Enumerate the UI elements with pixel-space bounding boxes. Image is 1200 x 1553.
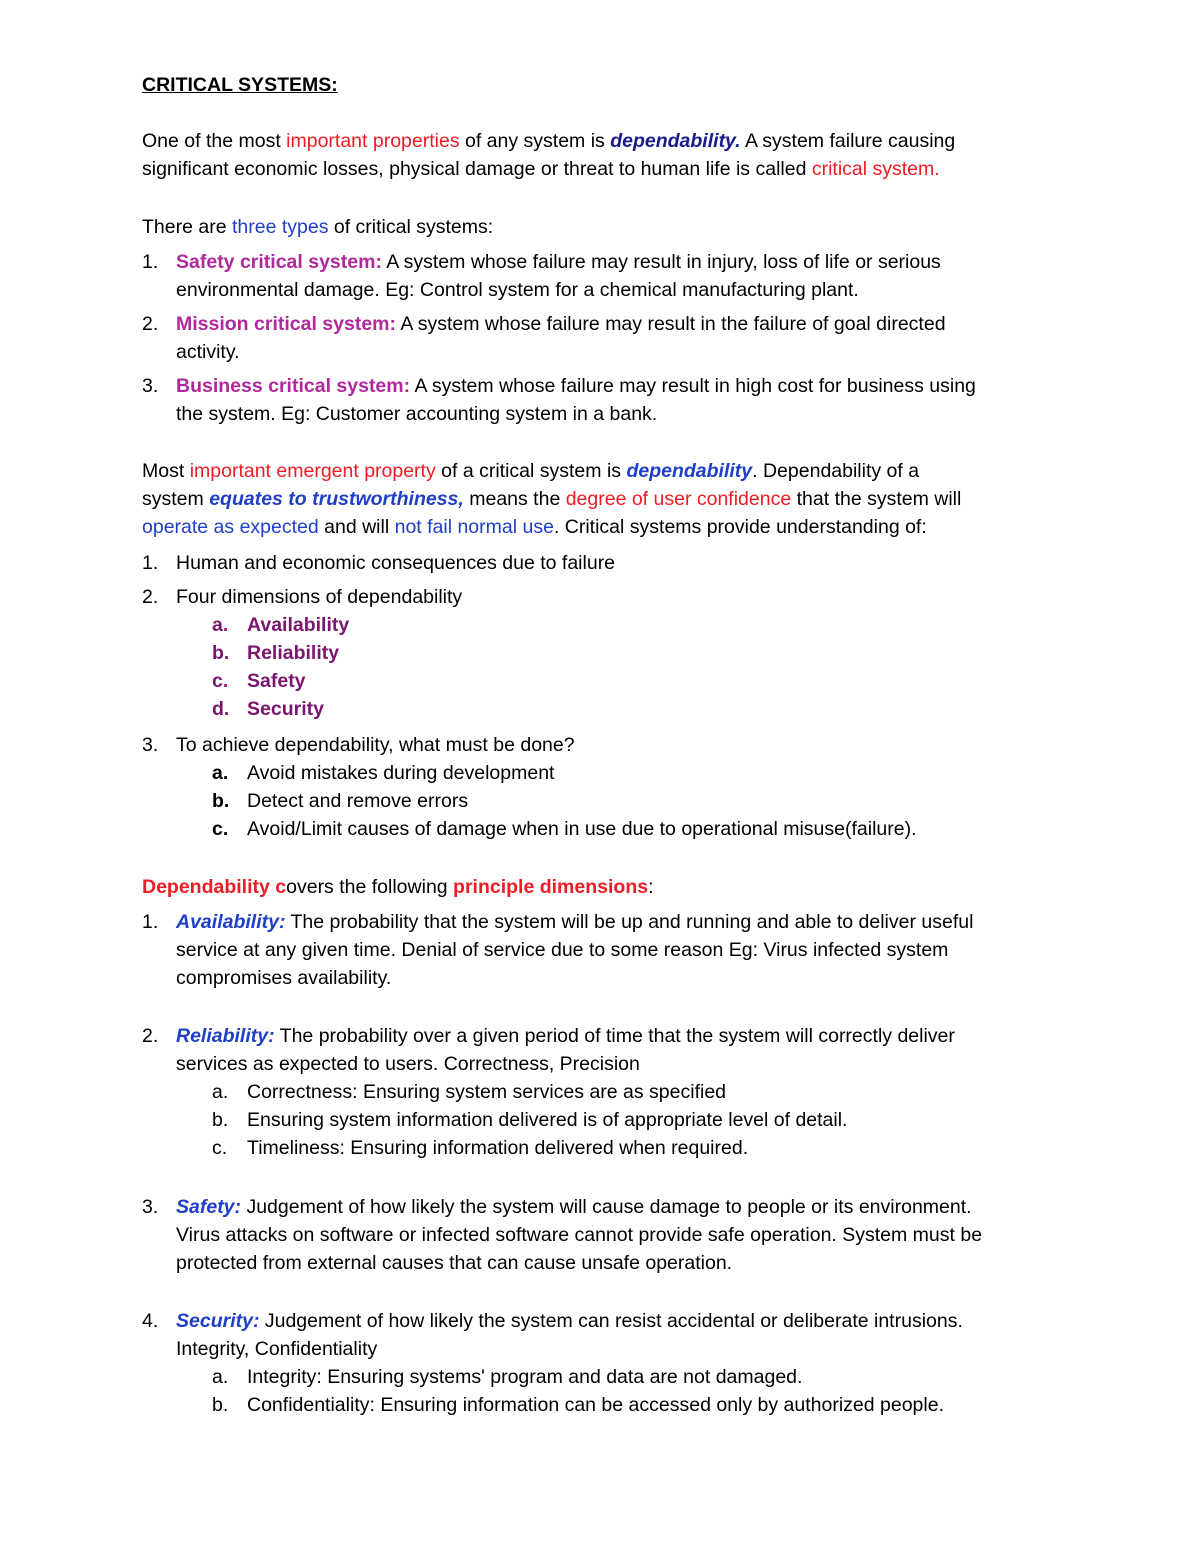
property-highlight: degree of user confidence — [565, 488, 792, 510]
list-number: 4. — [142, 1310, 159, 1332]
list-letter: d. — [212, 698, 230, 720]
type-name: Safety critical system: — [176, 251, 382, 273]
intro-text: One of the most — [142, 130, 287, 152]
property-text: . Critical systems provide understanding of: — [553, 516, 927, 538]
property-highlight: not fail normal use — [394, 516, 554, 538]
reliability-sub: Timeliness: Ensuring information delivered when required. — [247, 1137, 749, 1159]
property-text: system — [142, 488, 210, 510]
types-lead — [142, 213, 493, 241]
list-letter: a. — [212, 614, 229, 636]
property-line-3 — [142, 513, 927, 541]
understanding-item: Four dimensions of dependability — [176, 586, 463, 608]
dimension-name: Security: — [176, 1310, 260, 1332]
list-number: 1. — [142, 552, 159, 574]
dimension-desc: Judgement of how likely the system can resist accidental or deliberate intrusions. — [259, 1310, 963, 1332]
page-title: CRITICAL SYSTEMS: — [142, 74, 338, 96]
reliability-line-2: services as expected to users. Correctness, Precision — [176, 1053, 640, 1075]
safety-line-2: Virus attacks on software or infected software cannot provide safe operation. System must be — [176, 1224, 983, 1246]
availability-line-2: service at any given time. Denial of service due to some reason Eg: Virus infected system — [176, 939, 949, 961]
availability-line-3: compromises availability. — [176, 967, 392, 989]
principle-highlight: principle dimensions — [453, 876, 649, 898]
principle-heading — [142, 873, 654, 901]
type-desc: A system whose failure may result in high cost for business using — [410, 375, 976, 397]
type-name: Business critical system: — [176, 375, 411, 397]
list-letter: a. — [212, 1081, 229, 1103]
intro-line-2 — [142, 155, 940, 183]
dimension-reliability: Reliability — [247, 642, 340, 664]
intro-text: A system failure causing — [740, 130, 956, 152]
safety-line-1 — [176, 1193, 972, 1221]
understanding-item: Human and economic consequences due to failure — [176, 552, 616, 574]
step-item: Avoid/Limit causes of damage when in use due to operational misuse(failure). — [247, 818, 917, 840]
list-number: 2. — [142, 313, 159, 335]
property-text: of a critical system is — [435, 460, 627, 482]
dimension-name: Safety: — [176, 1196, 242, 1218]
dimension-desc: The probability over a given period of time that the system will correctly deliver — [274, 1025, 955, 1047]
property-keyword: equates to trustworthiness, — [209, 488, 464, 510]
type-desc-cont: environmental damage. Eg: Control system for a chemical manufacturing plant. — [176, 279, 859, 301]
principle-text: overs the following — [286, 876, 454, 898]
type-desc: A system whose failure may result in injury, loss of life or serious — [381, 251, 941, 273]
property-highlight: important emergent property — [189, 460, 436, 482]
dimension-safety: Safety — [247, 670, 306, 692]
security-line-1 — [176, 1307, 963, 1335]
list-letter: b. — [212, 642, 230, 664]
principle-text: : — [648, 876, 654, 898]
dimension-desc: Judgement of how likely the system will cause damage to people or its environment. — [241, 1196, 972, 1218]
property-text: Most — [142, 460, 190, 482]
list-number: 1. — [142, 911, 159, 933]
property-text: . Dependability of a — [752, 460, 920, 482]
list-letter: a. — [212, 1366, 229, 1388]
type-item-safety — [176, 248, 941, 276]
step-item: Detect and remove errors — [247, 790, 469, 812]
property-line-2 — [142, 485, 961, 513]
understanding-item: To achieve dependability, what must be done? — [176, 734, 575, 756]
list-letter: b. — [212, 1109, 229, 1131]
intro-line-1 — [142, 127, 955, 155]
types-text: of critical systems: — [328, 216, 494, 238]
list-number: 3. — [142, 375, 159, 397]
types-highlight: three types — [231, 216, 329, 238]
intro-text: significant economic losses, physical damage or threat to human life is called — [142, 158, 812, 180]
dimension-availability: Availability — [247, 614, 350, 636]
list-number: 3. — [142, 734, 159, 756]
type-desc-cont: the system. Eg: Customer accounting system in a bank. — [176, 403, 658, 425]
property-keyword: dependability — [626, 460, 753, 482]
list-letter: b. — [212, 790, 230, 812]
availability-line-1 — [176, 908, 973, 936]
reliability-sub: Ensuring system information delivered is of appropriate level of detail. — [247, 1109, 848, 1131]
intro-keyword: dependability. — [610, 130, 741, 152]
list-letter: c. — [212, 670, 229, 692]
property-text: that the system will — [791, 488, 962, 510]
type-name: Mission critical system: — [176, 313, 397, 335]
security-line-2: Integrity, Confidentiality — [176, 1338, 378, 1360]
type-desc-cont: activity. — [176, 341, 240, 363]
principle-highlight: Dependability c — [142, 876, 287, 898]
reliability-line-1 — [176, 1022, 955, 1050]
property-text: means the — [463, 488, 566, 510]
intro-highlight: critical system. — [811, 158, 940, 180]
type-item-business — [176, 372, 976, 400]
reliability-sub: Correctness: Ensuring system services are as specified — [247, 1081, 727, 1103]
intro-highlight: important properties — [286, 130, 460, 152]
dimension-name: Availability: — [176, 911, 286, 933]
list-number: 1. — [142, 251, 159, 273]
safety-line-3: protected from external causes that can cause unsafe operation. — [176, 1252, 733, 1274]
dimension-security: Security — [247, 698, 324, 720]
property-line-1 — [142, 457, 919, 485]
type-desc: A system whose failure may result in the failure of goal directed — [396, 313, 946, 335]
list-number: 3. — [142, 1196, 159, 1218]
list-number: 2. — [142, 1025, 159, 1047]
list-number: 2. — [142, 586, 159, 608]
list-letter: a. — [212, 762, 229, 784]
step-item: Avoid mistakes during development — [247, 762, 555, 784]
list-letter: c. — [212, 818, 229, 840]
list-letter: c. — [212, 1137, 228, 1159]
dimension-name: Reliability: — [176, 1025, 275, 1047]
dimension-desc: The probability that the system will be up and running and able to deliver useful — [285, 911, 974, 933]
security-sub: Confidentiality: Ensuring information can be accessed only by authorized people. — [247, 1394, 945, 1416]
types-text: There are — [142, 216, 232, 238]
list-letter: b. — [212, 1394, 229, 1416]
property-highlight: operate as expected — [142, 516, 319, 538]
security-sub: Integrity: Ensuring systems' program and data are not damaged. — [247, 1366, 803, 1388]
property-text: and will — [318, 516, 395, 538]
intro-text: of any system is — [459, 130, 611, 152]
type-item-mission — [176, 310, 946, 338]
